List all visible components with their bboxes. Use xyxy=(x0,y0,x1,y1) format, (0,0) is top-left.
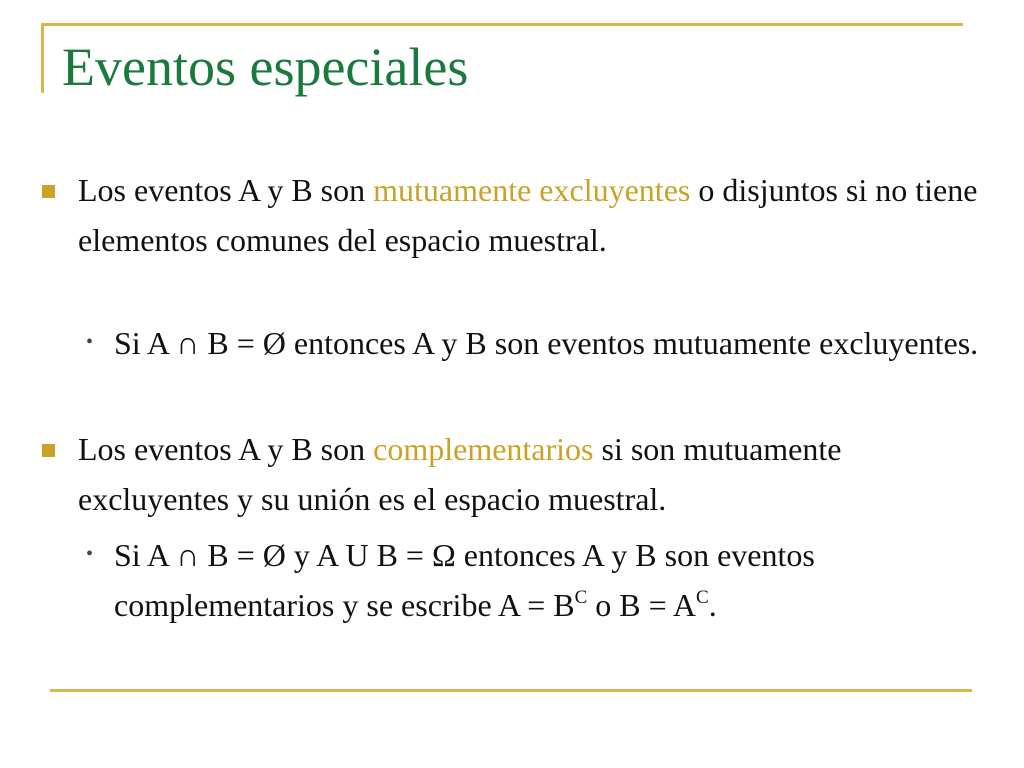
sub-bullet-1-text: Si A ∩ B = Ø entonces A y B son eventos mutuamente excluyentes. xyxy=(114,325,979,361)
sub-bullet-2-part3: . xyxy=(708,587,717,623)
slide-title: Eventos especiales xyxy=(62,37,469,97)
bullet-2-text xyxy=(78,424,998,524)
sub-bullet-2-text xyxy=(114,530,994,630)
superscript-c: C xyxy=(696,587,709,608)
bullet-1-pre: Los eventos A y B son xyxy=(78,172,374,208)
sub-bullet-2-part2: o B = A xyxy=(587,587,697,623)
bullet-2-highlight: complementarios xyxy=(373,431,594,467)
sub-bullet-dot-icon: • xyxy=(86,543,94,565)
bullet-1-text xyxy=(78,165,998,265)
sub-bullet-dot-icon: • xyxy=(86,331,94,353)
superscript-c: C xyxy=(574,587,588,608)
bullet-2-post: si son mutuamente excluyentes y su unión es el espacio muestral. xyxy=(78,431,842,517)
bullet-square-icon xyxy=(42,185,55,198)
sub-bullet-2-part1: Si A ∩ B = Ø y A U B = Ω entonces A y B son eventos complementarios y se escribe A = B xyxy=(114,537,815,623)
bullet-1-highlight: mutuamente excluyentes xyxy=(373,172,691,208)
bullet-2-pre: Los eventos A y B son xyxy=(78,431,374,467)
bullet-1-post: o disjuntos si no tiene elementos comunes del espacio muestral. xyxy=(78,172,978,258)
bullet-square-icon xyxy=(42,444,55,457)
